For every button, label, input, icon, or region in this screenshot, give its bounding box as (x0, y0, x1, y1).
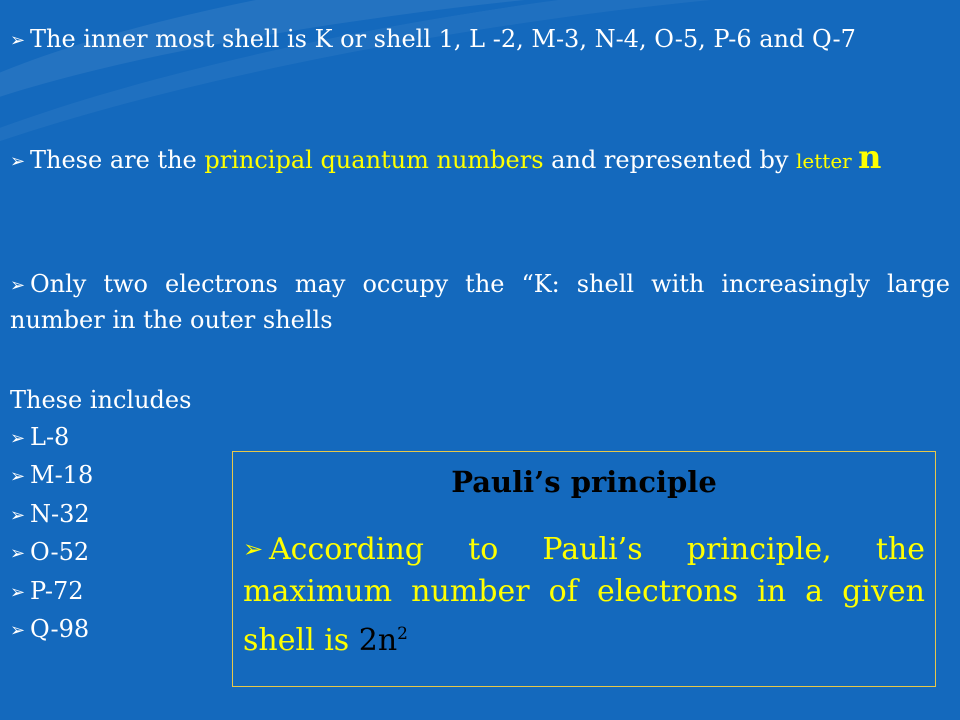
list-item (10, 573, 191, 612)
shells-paragraph (10, 22, 950, 58)
list-item-label: O-52 (30, 538, 90, 566)
list-item-label: M-18 (30, 461, 94, 489)
pauli-title: Pauli’s principle (451, 465, 717, 499)
letter-word: letter (796, 149, 859, 173)
electrons-paragraph (10, 267, 950, 337)
arrow-bullet-icon: ➢ (10, 275, 26, 296)
letter-n: n (858, 138, 882, 176)
list-item (10, 457, 191, 496)
arrow-bullet-icon: ➢ (10, 543, 26, 564)
formula-exponent: 2 (397, 624, 408, 644)
list-item-label: L-8 (30, 422, 70, 451)
pauli-statement (243, 528, 925, 662)
formula-base: 2n (358, 623, 398, 658)
pauli-body-text: According to Pauli’s principle, the maximum number of electrons in a given shell is (243, 532, 925, 658)
arrow-bullet-icon: ➢ (10, 620, 26, 641)
arrow-bullet-icon: ➢ (10, 30, 26, 51)
arrow-bullet-icon: ➢ (10, 581, 26, 603)
list-item-label: P-72 (30, 576, 84, 605)
shells-text: The inner most shell is K or shell 1, L -2, M-3, N-4, O-5, P-6 and Q-7 (30, 25, 856, 53)
electrons-text: Only two electrons may occupy the “K: shell with increasingly large number in the outer shells (10, 270, 950, 334)
arrow-bullet-icon: ➢ (243, 535, 264, 563)
list-item-label: Q-98 (30, 615, 90, 643)
pauli-principle-box (232, 451, 936, 687)
shell-capacity-list (10, 382, 191, 650)
list-item (10, 611, 191, 650)
arrow-bullet-icon: ➢ (10, 466, 26, 487)
arrow-bullet-icon: ➢ (10, 504, 26, 526)
quantum-numbers-paragraph (10, 140, 950, 179)
quantum-text-prefix: These are the (30, 146, 205, 174)
principal-quantum-numbers-highlight: principal quantum numbers (204, 146, 544, 174)
arrow-bullet-icon: ➢ (10, 151, 26, 172)
arrow-bullet-icon: ➢ (10, 427, 26, 449)
pauli-formula (359, 623, 408, 658)
list-item (10, 496, 191, 535)
list-item-label: N-32 (30, 499, 90, 528)
list-item (10, 534, 191, 573)
includes-heading: These includes (10, 386, 192, 414)
quantum-text-middle: and represented by (543, 146, 797, 174)
list-item (10, 419, 191, 458)
